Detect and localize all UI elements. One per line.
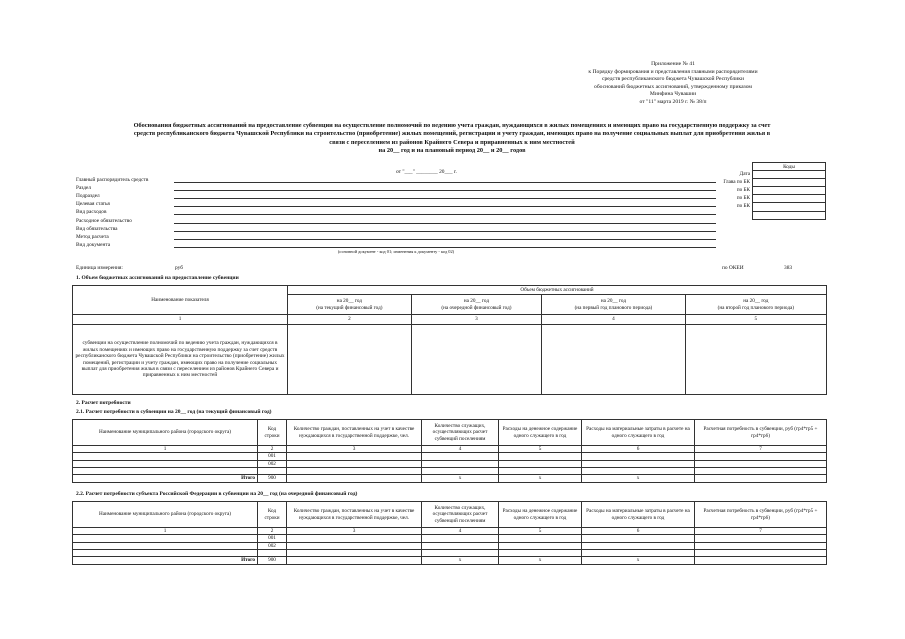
requisite-label: Подраздел [76,193,100,200]
column-number: 3 [411,315,541,325]
value-cell[interactable] [287,475,422,482]
value-cell[interactable] [695,453,827,460]
column-number: 5 [499,528,582,535]
district-cell[interactable] [73,460,258,467]
blank-cell [499,550,582,557]
column-number: 5 [685,315,826,325]
codes-table [752,162,826,220]
requisite-field[interactable] [174,200,716,207]
total-code: 900 [258,475,287,482]
column-number: 1 [73,528,258,535]
calc-header: Количество служащих, осуществляющих расчет субвенций поселениям [422,420,499,446]
value-cell[interactable] [287,557,422,564]
title-line: средств республиканского бюджета Чувашской Республики на строительство (приобретение) жилых помещений, регистрации и учету граждан, имеющих право на получение социальных выплат для приобретения жилья в [133,130,771,138]
column-number: 3 [287,446,422,453]
calc-header: Расходы на денежное содержание одного служащего в год [499,420,582,446]
column-number: 3 [287,528,422,535]
column-number: 5 [499,446,582,453]
calc-header: Код строки [258,502,287,528]
column-number: 2 [258,528,287,535]
requisite-label: Главный распорядитель средств [76,177,149,184]
requisite-label: Расходное обязательство [76,217,132,224]
value-cell[interactable] [499,542,582,549]
code-cell [753,211,826,219]
x-mark: x [582,557,695,564]
calc-header: Расчетная потребность в субвенции, руб (гр4*гр5 + гр4*гр6) [695,420,827,446]
header-year-col: на 20__ год (на первый год планового периода) [542,295,686,315]
column-number: 4 [422,446,499,453]
column-number: 4 [542,315,686,325]
column-number: 2 [288,315,412,325]
value-cell[interactable] [695,475,827,482]
approval-line: средств республиканского бюджета Чувашской Республики [602,76,744,83]
total-code: 900 [258,557,287,564]
column-number: 6 [582,446,695,453]
calc-header: Код строки [258,420,287,446]
section2-title: 2. Расчет потребности [76,400,131,406]
column-number: 2 [258,446,287,453]
value-cell[interactable] [499,453,582,460]
blank-cell [582,468,695,475]
column-number: 1 [73,315,288,325]
requisite-row [76,175,716,183]
calc-header: Количество служащих, осуществляющих расчет субвенций поселениям [422,502,499,528]
calc-header: Расчетная потребность в субвенции, руб (гр4*гр5 + гр4*гр6) [695,502,827,528]
title-line: Обоснования бюджетных ассигнований на предоставление субвенции на осуществление полномочий по ведению учета граждан, нуждающихся в жилых помещениях и имеющих право на государственную поддержку за счет [133,122,771,129]
requisite-label: Раздел [76,185,91,192]
column-number: 1 [73,446,258,453]
column-number: 4 [422,528,499,535]
approval-line: обоснований бюджетных ассигнований, утвержденному приказом [594,83,752,90]
approval-line: от "11" марта 2019 г. № 38/п [639,98,707,105]
requisite-field[interactable] [174,217,716,224]
value-cell[interactable] [582,453,695,460]
calc-header: Наименование муниципального района (городского округа) [73,502,258,528]
requisite-row [76,183,716,191]
calc-table-1 [72,419,827,483]
requisites-block [76,175,716,254]
unit-label: Единица измерения: [76,265,123,271]
header-volume: Объем бюджетных ассигнований [288,286,827,295]
value-cell[interactable] [287,542,422,549]
requisite-row [76,232,716,240]
code-cell [753,187,826,195]
blank-cell [422,550,499,557]
requisite-label: Вид расходов [76,209,107,216]
requisite-field[interactable] [174,176,716,183]
requisite-field[interactable] [174,184,716,191]
blank-cell [73,468,258,475]
section1-table [72,285,827,395]
column-number: 7 [695,528,827,535]
requisite-field[interactable] [174,208,716,215]
section1-title: 1. Объем бюджетных ассигнований на предоставление субвенции [76,275,239,281]
code-cell [753,195,826,203]
calc-header: Расходы на материальные затраты в расчете на одного служащего в год [582,420,695,446]
value-cell[interactable] [411,325,541,395]
section2-1-title: 2.1. Расчет потребности в субвенции на 20__ год (на текущий финансовый год) [76,409,272,415]
district-cell[interactable] [73,453,258,460]
x-mark: x [422,557,499,564]
calc-table-2 [72,501,827,565]
blank-cell [695,550,827,557]
x-mark: x [422,475,499,482]
blank-cell [499,468,582,475]
requisite-field[interactable] [174,192,716,199]
district-cell[interactable] [73,535,258,542]
requisite-row [76,224,716,232]
okei-label: по ОКЕИ [722,265,744,271]
requisite-field[interactable] [174,225,716,232]
header-year-col: на 20__ год (на очередной финансовый год) [411,295,541,315]
total-label: Итого [73,557,258,564]
requisite-label: Метод расчета [76,233,109,240]
code-label: по БК [736,187,750,193]
code-label: по БК [736,203,750,209]
value-cell[interactable] [582,460,695,467]
x-mark: x [499,475,582,482]
district-cell[interactable] [73,542,258,549]
blank-cell [287,468,422,475]
requisite-row [76,191,716,199]
requisite-row [76,199,716,207]
x-mark: x [499,557,582,564]
calc-header: Расходы на материальные затраты в расчете на одного служащего в год [582,502,695,528]
title-line: на 20__ год и на плановый период 20__ и 20__ годов [378,146,526,154]
row-code: 002 [258,460,287,467]
unit-value: руб [175,265,183,271]
value-cell[interactable] [695,460,827,467]
code-cell [753,171,826,179]
header-year-col: на 20__ год (на текущий финансовый год) [288,295,412,315]
document-date: от "___" ________ 20___ г. [396,169,457,175]
value-cell[interactable] [582,542,695,549]
value-cell[interactable] [695,535,827,542]
document-type-note: (основной документ - код 01; изменения к документу - код 02) [337,248,455,254]
column-number: 7 [695,446,827,453]
x-mark: x [582,475,695,482]
requisite-field[interactable] [174,233,716,240]
blank-cell [258,468,287,475]
total-label: Итого [73,475,258,482]
code-cell [753,179,826,187]
value-cell[interactable] [422,542,499,549]
value-cell[interactable] [422,535,499,542]
requisite-field[interactable] [174,241,716,248]
row-code: 001 [258,453,287,460]
calc-header: Наименование муниципального района (городского округа) [73,420,258,446]
value-cell[interactable] [499,535,582,542]
approval-line: Приложение № 41 [651,61,695,67]
requisite-row [76,207,716,215]
blank-cell [258,550,287,557]
blank-cell [73,550,258,557]
requisite-label: Вид документа [76,241,111,248]
value-cell[interactable] [685,325,826,395]
blank-cell [422,468,499,475]
row-code: 001 [258,535,287,542]
row-code: 002 [258,542,287,549]
section2-2-title: 2.2. Расчет потребности субъекта Российской Федерации в субвенции на 20__ год (на очередной финансовый год) [76,491,358,497]
value-cell[interactable] [422,460,499,467]
blank-cell [287,550,422,557]
code-label: Дата [739,171,750,177]
requisite-row [76,240,716,248]
approval-line: к Порядку формирования и представления главными распорядителями [588,68,758,75]
codes-header: Коды [753,163,826,171]
value-cell[interactable] [499,460,582,467]
value-cell[interactable] [287,453,422,460]
calc-header: Количество граждан, поставленных на учет в качестве нуждающихся в государственной поддержке, чел. [287,502,422,528]
code-label: Глава по БК [723,179,750,185]
header-indicator: Наименование показателя [73,286,288,315]
column-number: 6 [582,528,695,535]
blank-cell [695,468,827,475]
value-cell[interactable] [288,325,412,395]
okei-value: 383 [784,265,793,271]
calc-header: Количество граждан, поставленных на учет в качестве нуждающихся в государственной поддержке, чел. [287,420,422,446]
blank-cell [582,550,695,557]
requisite-label: Вид обязательства [76,225,118,232]
code-label: по БК [736,195,750,201]
header-year-col: на 20__ год (на второй год планового периода) [685,295,826,315]
value-cell[interactable] [542,325,686,395]
value-cell[interactable] [695,557,827,564]
row-name: субвенции на осуществление полномочий по ведению учета граждан, нуждающихся в жилых помещениях и имеющих право на государственную поддержку за счет средств республиканского бюджета Чувашской Республики на строительство (приобретение) жилых помещений, регистрации и учету граждан, имеющих право на получение социальных выплат для приобретения жилья в связи с переселением из районов Крайнего Севера и приравненных к ним местностей [73,325,288,395]
approval-line: Минфина Чувашии [649,91,697,98]
approval-block [523,61,823,107]
requisite-label: Целевая статья [76,201,110,208]
value-cell[interactable] [422,453,499,460]
code-cell [753,203,826,211]
value-cell[interactable] [287,535,422,542]
calc-header: Расходы на денежное содержание одного служащего в год [499,502,582,528]
requisite-row [76,215,716,223]
value-cell[interactable] [287,460,422,467]
title-line: связи с переселением из районов Крайнего Севера и приравненных к ним местностей [329,138,575,146]
value-cell[interactable] [695,542,827,549]
document-title [72,122,832,155]
value-cell[interactable] [582,535,695,542]
